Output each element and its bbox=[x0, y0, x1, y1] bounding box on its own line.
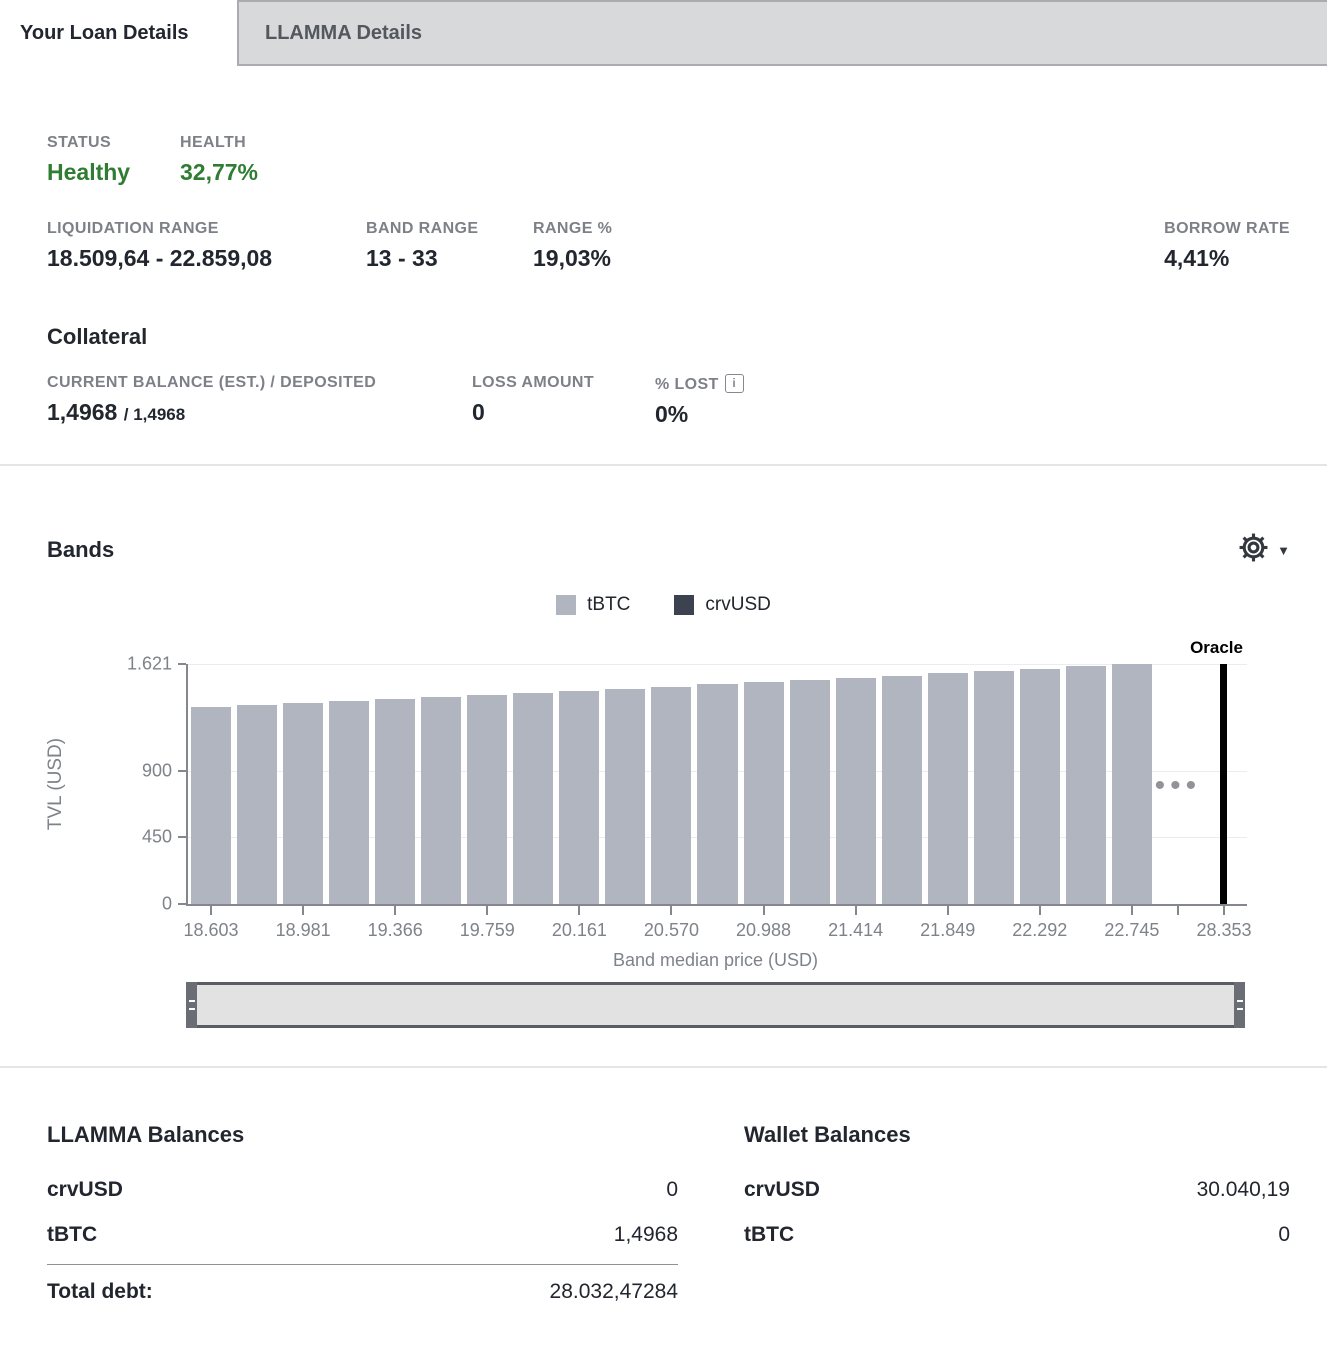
band-bar[interactable] bbox=[467, 695, 507, 904]
llamma-crvusd-value: 0 bbox=[666, 1178, 678, 1201]
status-value: Healthy bbox=[47, 159, 131, 185]
current-balance: 1,4968 bbox=[47, 399, 118, 425]
balance-row bbox=[744, 1178, 1290, 1202]
y-tick bbox=[178, 903, 186, 905]
total-debt-divider bbox=[47, 1264, 678, 1265]
chevron-down-icon: ▼ bbox=[1277, 542, 1290, 558]
band-bar[interactable] bbox=[1020, 669, 1060, 904]
band-bar[interactable] bbox=[744, 682, 784, 904]
deposited-balance: / 1,4968 bbox=[123, 405, 186, 424]
band-bar[interactable] bbox=[928, 673, 968, 904]
band-bar[interactable] bbox=[237, 705, 277, 904]
oracle-label: Oracle bbox=[1190, 638, 1243, 657]
y-tick-label: 1.621 bbox=[126, 653, 172, 674]
band-bar[interactable] bbox=[191, 707, 231, 904]
liquidation-range-value: 18.509,64 - 22.859,08 bbox=[47, 245, 273, 271]
y-tick-label: 450 bbox=[141, 826, 172, 847]
x-tick bbox=[1039, 906, 1041, 915]
tbtc-swatch bbox=[556, 595, 576, 615]
y-tick-label: 900 bbox=[141, 760, 172, 781]
loss-amount-value: 0 bbox=[472, 399, 485, 425]
gridline bbox=[188, 664, 1247, 665]
x-tick-label: 18.603 bbox=[183, 920, 239, 940]
x-tick-label: 20.161 bbox=[551, 920, 607, 940]
band-bar[interactable] bbox=[836, 678, 876, 904]
band-bar[interactable] bbox=[697, 684, 737, 904]
health-label: HEALTH bbox=[180, 134, 247, 151]
band-bar[interactable] bbox=[559, 691, 599, 904]
pct-lost-value: 0% bbox=[655, 401, 689, 427]
band-bar[interactable] bbox=[790, 680, 830, 904]
y-tick bbox=[178, 663, 186, 665]
band-range-value: 13 - 33 bbox=[366, 245, 438, 271]
bands-section bbox=[0, 532, 1327, 1040]
band-bar[interactable] bbox=[882, 676, 922, 904]
loan-details-section bbox=[0, 134, 1327, 428]
band-bar[interactable] bbox=[1112, 664, 1152, 904]
wallet-crvusd-label: crvUSD bbox=[744, 1178, 820, 1201]
oracle-price-line bbox=[1220, 664, 1227, 904]
pct-lost-stat bbox=[655, 374, 744, 428]
y-axis-title: TVL (USD) bbox=[45, 737, 66, 831]
band-bar[interactable] bbox=[329, 701, 369, 904]
wallet-balances bbox=[744, 1122, 1290, 1304]
liquidation-range-label: LIQUIDATION RANGE bbox=[47, 220, 219, 237]
collateral-balance-label: CURRENT BALANCE (EST.) / DEPOSITED bbox=[47, 374, 377, 391]
y-tick bbox=[178, 836, 186, 838]
hidden-bands-ellipsis: ••• bbox=[1154, 769, 1202, 802]
health-stat bbox=[180, 134, 258, 186]
chart-range-slider[interactable] bbox=[186, 982, 1245, 1028]
borrow-rate-value: 4,41% bbox=[1164, 245, 1230, 271]
x-tick bbox=[486, 906, 488, 915]
status-label: STATUS bbox=[47, 134, 112, 151]
llamma-tbtc-label: tBTC bbox=[47, 1223, 98, 1246]
band-range-stat bbox=[366, 220, 533, 272]
x-tick bbox=[1131, 906, 1133, 915]
pct-lost-label bbox=[655, 374, 744, 394]
total-debt-value: 28.032,47284 bbox=[549, 1280, 678, 1303]
grip-icon bbox=[1237, 1000, 1243, 1010]
band-bar[interactable] bbox=[1066, 666, 1106, 904]
x-tick bbox=[947, 906, 949, 915]
health-value: 32,77% bbox=[180, 159, 259, 185]
range-pct-value: 19,03% bbox=[533, 245, 612, 271]
x-tick-label: 21.849 bbox=[920, 920, 976, 940]
crvusd-legend-label: crvUSD bbox=[705, 594, 771, 615]
section-divider bbox=[0, 464, 1327, 466]
collateral-balance-stat bbox=[47, 374, 472, 426]
grip-icon bbox=[189, 1000, 195, 1010]
x-tick bbox=[1223, 906, 1225, 915]
bands-title: Bands bbox=[47, 537, 115, 562]
range-pct-stat bbox=[533, 220, 612, 272]
x-tick bbox=[670, 906, 672, 915]
band-bar[interactable] bbox=[283, 703, 323, 904]
llamma-crvusd-label: crvUSD bbox=[47, 1178, 123, 1201]
collateral-title: Collateral bbox=[47, 324, 148, 349]
range-pct-label: RANGE % bbox=[533, 220, 613, 237]
legend-item-tbtc[interactable] bbox=[556, 594, 630, 616]
x-tick bbox=[302, 906, 304, 915]
status-stat bbox=[47, 134, 180, 186]
band-range-label: BAND RANGE bbox=[366, 220, 479, 237]
x-tick-label: 21.414 bbox=[828, 920, 884, 940]
loss-amount-label: LOSS AMOUNT bbox=[472, 374, 595, 391]
total-debt-label: Total debt: bbox=[47, 1280, 153, 1303]
llamma-balances-title: LLAMMA Balances bbox=[47, 1122, 245, 1147]
llamma-balances bbox=[47, 1122, 678, 1304]
y-tick bbox=[178, 770, 186, 772]
x-axis-title: Band median price (USD) bbox=[612, 950, 819, 970]
collateral-balance-value bbox=[47, 399, 472, 426]
info-icon[interactable]: i bbox=[725, 374, 744, 393]
chart-settings-button[interactable] bbox=[1238, 532, 1290, 568]
x-tick-label: 28.353 bbox=[1196, 920, 1252, 940]
x-tick bbox=[855, 906, 857, 915]
x-tick bbox=[763, 906, 765, 915]
tbtc-legend-label: tBTC bbox=[587, 594, 631, 615]
x-tick-label: 19.366 bbox=[367, 920, 423, 940]
total-debt-row bbox=[47, 1280, 678, 1304]
wallet-balances-title: Wallet Balances bbox=[744, 1122, 911, 1147]
bands-chart bbox=[0, 626, 1327, 1040]
band-bar[interactable] bbox=[421, 697, 461, 904]
borrow-rate-label: BORROW RATE bbox=[1164, 220, 1290, 237]
tab-your-loan-details[interactable]: Your Loan Details bbox=[0, 0, 237, 66]
x-tick-label: 18.981 bbox=[275, 920, 331, 940]
crvusd-swatch bbox=[674, 595, 694, 615]
band-bar[interactable] bbox=[375, 699, 415, 904]
legend-item-crvusd[interactable] bbox=[674, 594, 770, 616]
pct-lost-label-text: % LOST bbox=[655, 376, 719, 393]
borrow-rate-stat bbox=[1164, 220, 1290, 272]
range-slider-right-handle[interactable] bbox=[1234, 982, 1245, 1028]
liquidation-range-stat bbox=[47, 220, 366, 272]
wallet-crvusd-value: 30.040,19 bbox=[1196, 1178, 1290, 1201]
range-slider-left-handle[interactable] bbox=[186, 982, 197, 1028]
tab-llamma-details[interactable]: LLAMMA Details bbox=[237, 0, 1327, 66]
bands-plot-area[interactable] bbox=[126, 653, 1252, 940]
section-divider bbox=[0, 1066, 1327, 1068]
x-tick bbox=[1177, 906, 1179, 915]
y-tick-label: 0 bbox=[161, 893, 172, 914]
wallet-tbtc-value: 0 bbox=[1278, 1223, 1290, 1246]
band-bar[interactable] bbox=[605, 689, 645, 904]
x-tick bbox=[578, 906, 580, 915]
balance-row bbox=[47, 1178, 678, 1202]
gear-icon bbox=[1238, 532, 1269, 568]
band-bar[interactable] bbox=[513, 693, 553, 904]
tab-bar bbox=[0, 0, 1327, 66]
band-bar[interactable] bbox=[974, 671, 1014, 904]
x-tick-label: 22.745 bbox=[1104, 920, 1160, 940]
x-tick-label: 22.292 bbox=[1012, 920, 1068, 940]
x-tick-label: 20.988 bbox=[736, 920, 792, 940]
x-tick-label: 20.570 bbox=[643, 920, 699, 940]
llamma-tbtc-value: 1,4968 bbox=[613, 1223, 678, 1246]
x-tick-label: 19.759 bbox=[459, 920, 515, 940]
band-bar[interactable] bbox=[651, 687, 691, 904]
x-tick bbox=[394, 906, 396, 915]
balances-section bbox=[0, 1122, 1327, 1304]
chart-legend bbox=[0, 594, 1327, 616]
balance-row bbox=[744, 1223, 1290, 1247]
loss-amount-stat bbox=[472, 374, 655, 426]
x-tick bbox=[210, 906, 212, 915]
wallet-tbtc-label: tBTC bbox=[744, 1223, 795, 1246]
balance-row bbox=[47, 1223, 678, 1247]
